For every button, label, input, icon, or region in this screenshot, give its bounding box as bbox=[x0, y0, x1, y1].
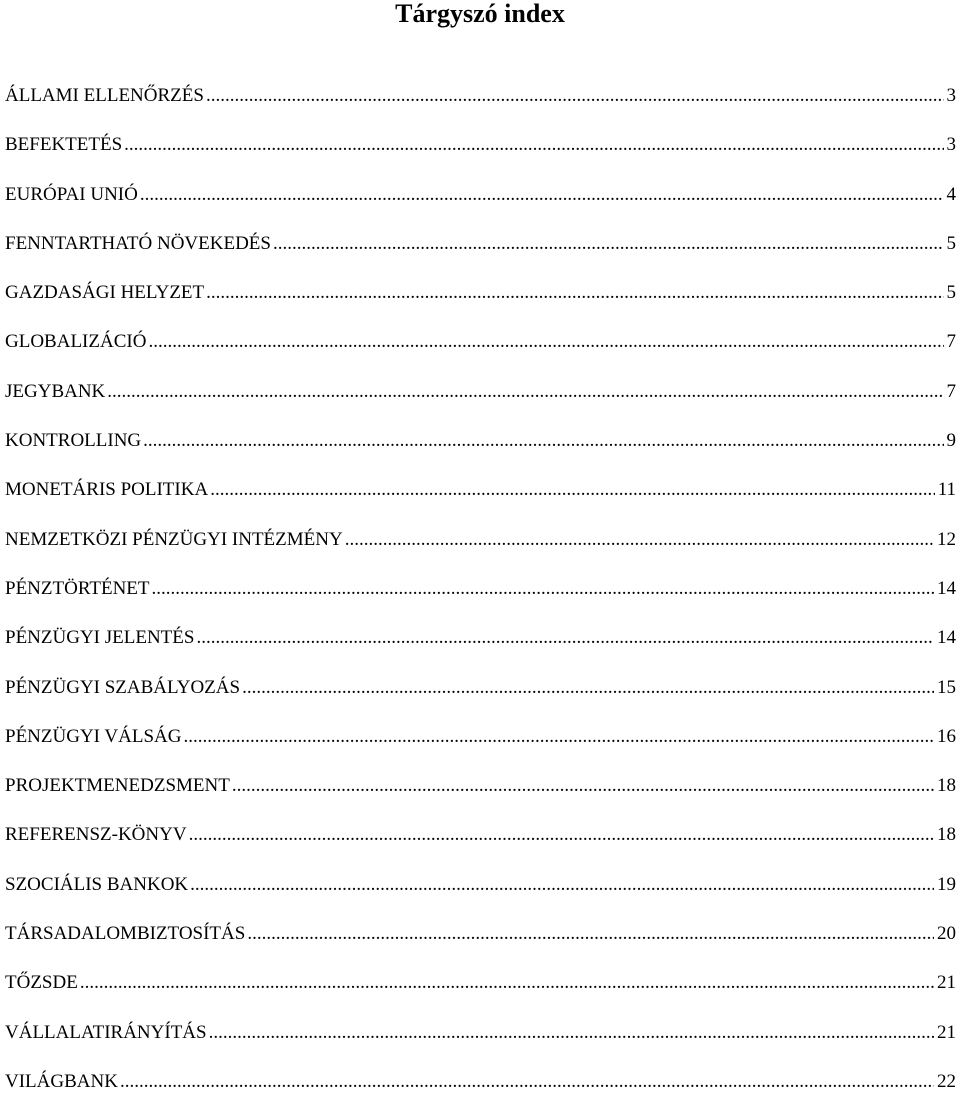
index-term: KONTROLLING bbox=[5, 427, 141, 455]
page-number: 11 bbox=[938, 476, 960, 504]
index-entry[interactable] bbox=[5, 575, 960, 624]
page-number: 14 bbox=[937, 575, 960, 603]
dot-leader bbox=[148, 328, 943, 356]
dot-leader bbox=[273, 230, 944, 258]
index-term: NEMZETKÖZI PÉNZÜGYI INTÉZMÉNY bbox=[5, 526, 343, 554]
dot-leader bbox=[140, 181, 944, 209]
index-entry[interactable] bbox=[5, 871, 960, 920]
dot-leader bbox=[120, 1068, 934, 1096]
dot-leader bbox=[152, 575, 934, 603]
dot-leader bbox=[189, 821, 934, 849]
index-term: FENNTARTHATÓ NÖVEKEDÉS bbox=[5, 230, 271, 258]
index-term: GAZDASÁGI HELYZET bbox=[5, 279, 204, 307]
index-entry[interactable] bbox=[5, 476, 960, 525]
index-term: PÉNZÜGYI SZABÁLYOZÁS bbox=[5, 674, 240, 702]
index-entry[interactable] bbox=[5, 230, 960, 279]
index-entry[interactable] bbox=[5, 181, 960, 230]
index-term: VÁLLALATIRÁNYÍTÁS bbox=[5, 1019, 207, 1047]
index-term: VILÁGBANK bbox=[5, 1068, 118, 1096]
index-entry[interactable] bbox=[5, 772, 960, 821]
page-number: 12 bbox=[937, 526, 960, 554]
dot-leader bbox=[206, 279, 943, 307]
dot-leader bbox=[196, 624, 934, 652]
index-entry[interactable] bbox=[5, 82, 960, 131]
index-entry[interactable] bbox=[5, 920, 960, 969]
index-term: PROJEKTMENEDZSMENT bbox=[5, 772, 230, 800]
index-entry[interactable] bbox=[5, 1019, 960, 1068]
dot-leader bbox=[190, 871, 934, 899]
page-number: 5 bbox=[947, 230, 960, 258]
index-entry[interactable] bbox=[5, 624, 960, 673]
dot-leader bbox=[143, 427, 943, 455]
page-number: 4 bbox=[947, 181, 960, 209]
index-entry[interactable] bbox=[5, 328, 960, 377]
index-term: BEFEKTETÉS bbox=[5, 131, 122, 159]
page-number: 19 bbox=[937, 871, 960, 899]
page-number: 3 bbox=[947, 131, 960, 159]
index-entry[interactable] bbox=[5, 821, 960, 870]
index-entry[interactable] bbox=[5, 131, 960, 180]
page-title: Tárgyszó index bbox=[0, 0, 960, 28]
index-term: REFERENSZ-KÖNYV bbox=[5, 821, 187, 849]
page-number: 7 bbox=[947, 328, 960, 356]
index-entry[interactable] bbox=[5, 427, 960, 476]
dot-leader bbox=[183, 723, 934, 751]
index-term: PÉNZÜGYI JELENTÉS bbox=[5, 624, 194, 652]
page-number: 21 bbox=[937, 1019, 960, 1047]
index-term: SZOCIÁLIS BANKOK bbox=[5, 871, 188, 899]
page-number: 9 bbox=[947, 427, 960, 455]
page-number: 20 bbox=[937, 920, 960, 948]
page-number: 7 bbox=[947, 378, 960, 406]
page-number: 18 bbox=[937, 821, 960, 849]
index-term: TÁRSADALOMBIZTOSÍTÁS bbox=[5, 920, 245, 948]
dot-leader bbox=[124, 131, 943, 159]
dot-leader bbox=[242, 674, 934, 702]
index-term: JEGYBANK bbox=[5, 378, 105, 406]
index-entry[interactable] bbox=[5, 1068, 960, 1117]
index-entry[interactable] bbox=[5, 674, 960, 723]
dot-leader bbox=[247, 920, 934, 948]
page-number: 16 bbox=[937, 723, 960, 751]
index-entry[interactable] bbox=[5, 378, 960, 427]
page-number: 21 bbox=[937, 969, 960, 997]
dot-leader bbox=[232, 772, 934, 800]
dot-leader bbox=[345, 526, 934, 554]
page-number: 18 bbox=[937, 772, 960, 800]
dot-leader bbox=[206, 82, 944, 110]
dot-leader bbox=[210, 476, 935, 504]
page-number: 5 bbox=[947, 279, 960, 307]
index-term: PÉNZÜGYI VÁLSÁG bbox=[5, 723, 181, 751]
page-number: 14 bbox=[937, 624, 960, 652]
index-entry[interactable] bbox=[5, 969, 960, 1018]
page-number: 3 bbox=[947, 82, 960, 110]
dot-leader bbox=[209, 1019, 934, 1047]
index-entry[interactable] bbox=[5, 279, 960, 328]
index-term: PÉNZTÖRTÉNET bbox=[5, 575, 150, 603]
dot-leader bbox=[107, 378, 943, 406]
index-term: ÁLLAMI ELLENŐRZÉS bbox=[5, 82, 204, 110]
subject-index-list bbox=[5, 82, 960, 1117]
index-term: TŐZSDE bbox=[5, 969, 78, 997]
index-entry[interactable] bbox=[5, 526, 960, 575]
page-number: 15 bbox=[937, 674, 960, 702]
index-entry[interactable] bbox=[5, 723, 960, 772]
index-term: EURÓPAI UNIÓ bbox=[5, 181, 138, 209]
index-term: GLOBALIZÁCIÓ bbox=[5, 328, 146, 356]
dot-leader bbox=[80, 969, 934, 997]
index-term: MONETÁRIS POLITIKA bbox=[5, 476, 208, 504]
page-number: 22 bbox=[937, 1068, 960, 1096]
